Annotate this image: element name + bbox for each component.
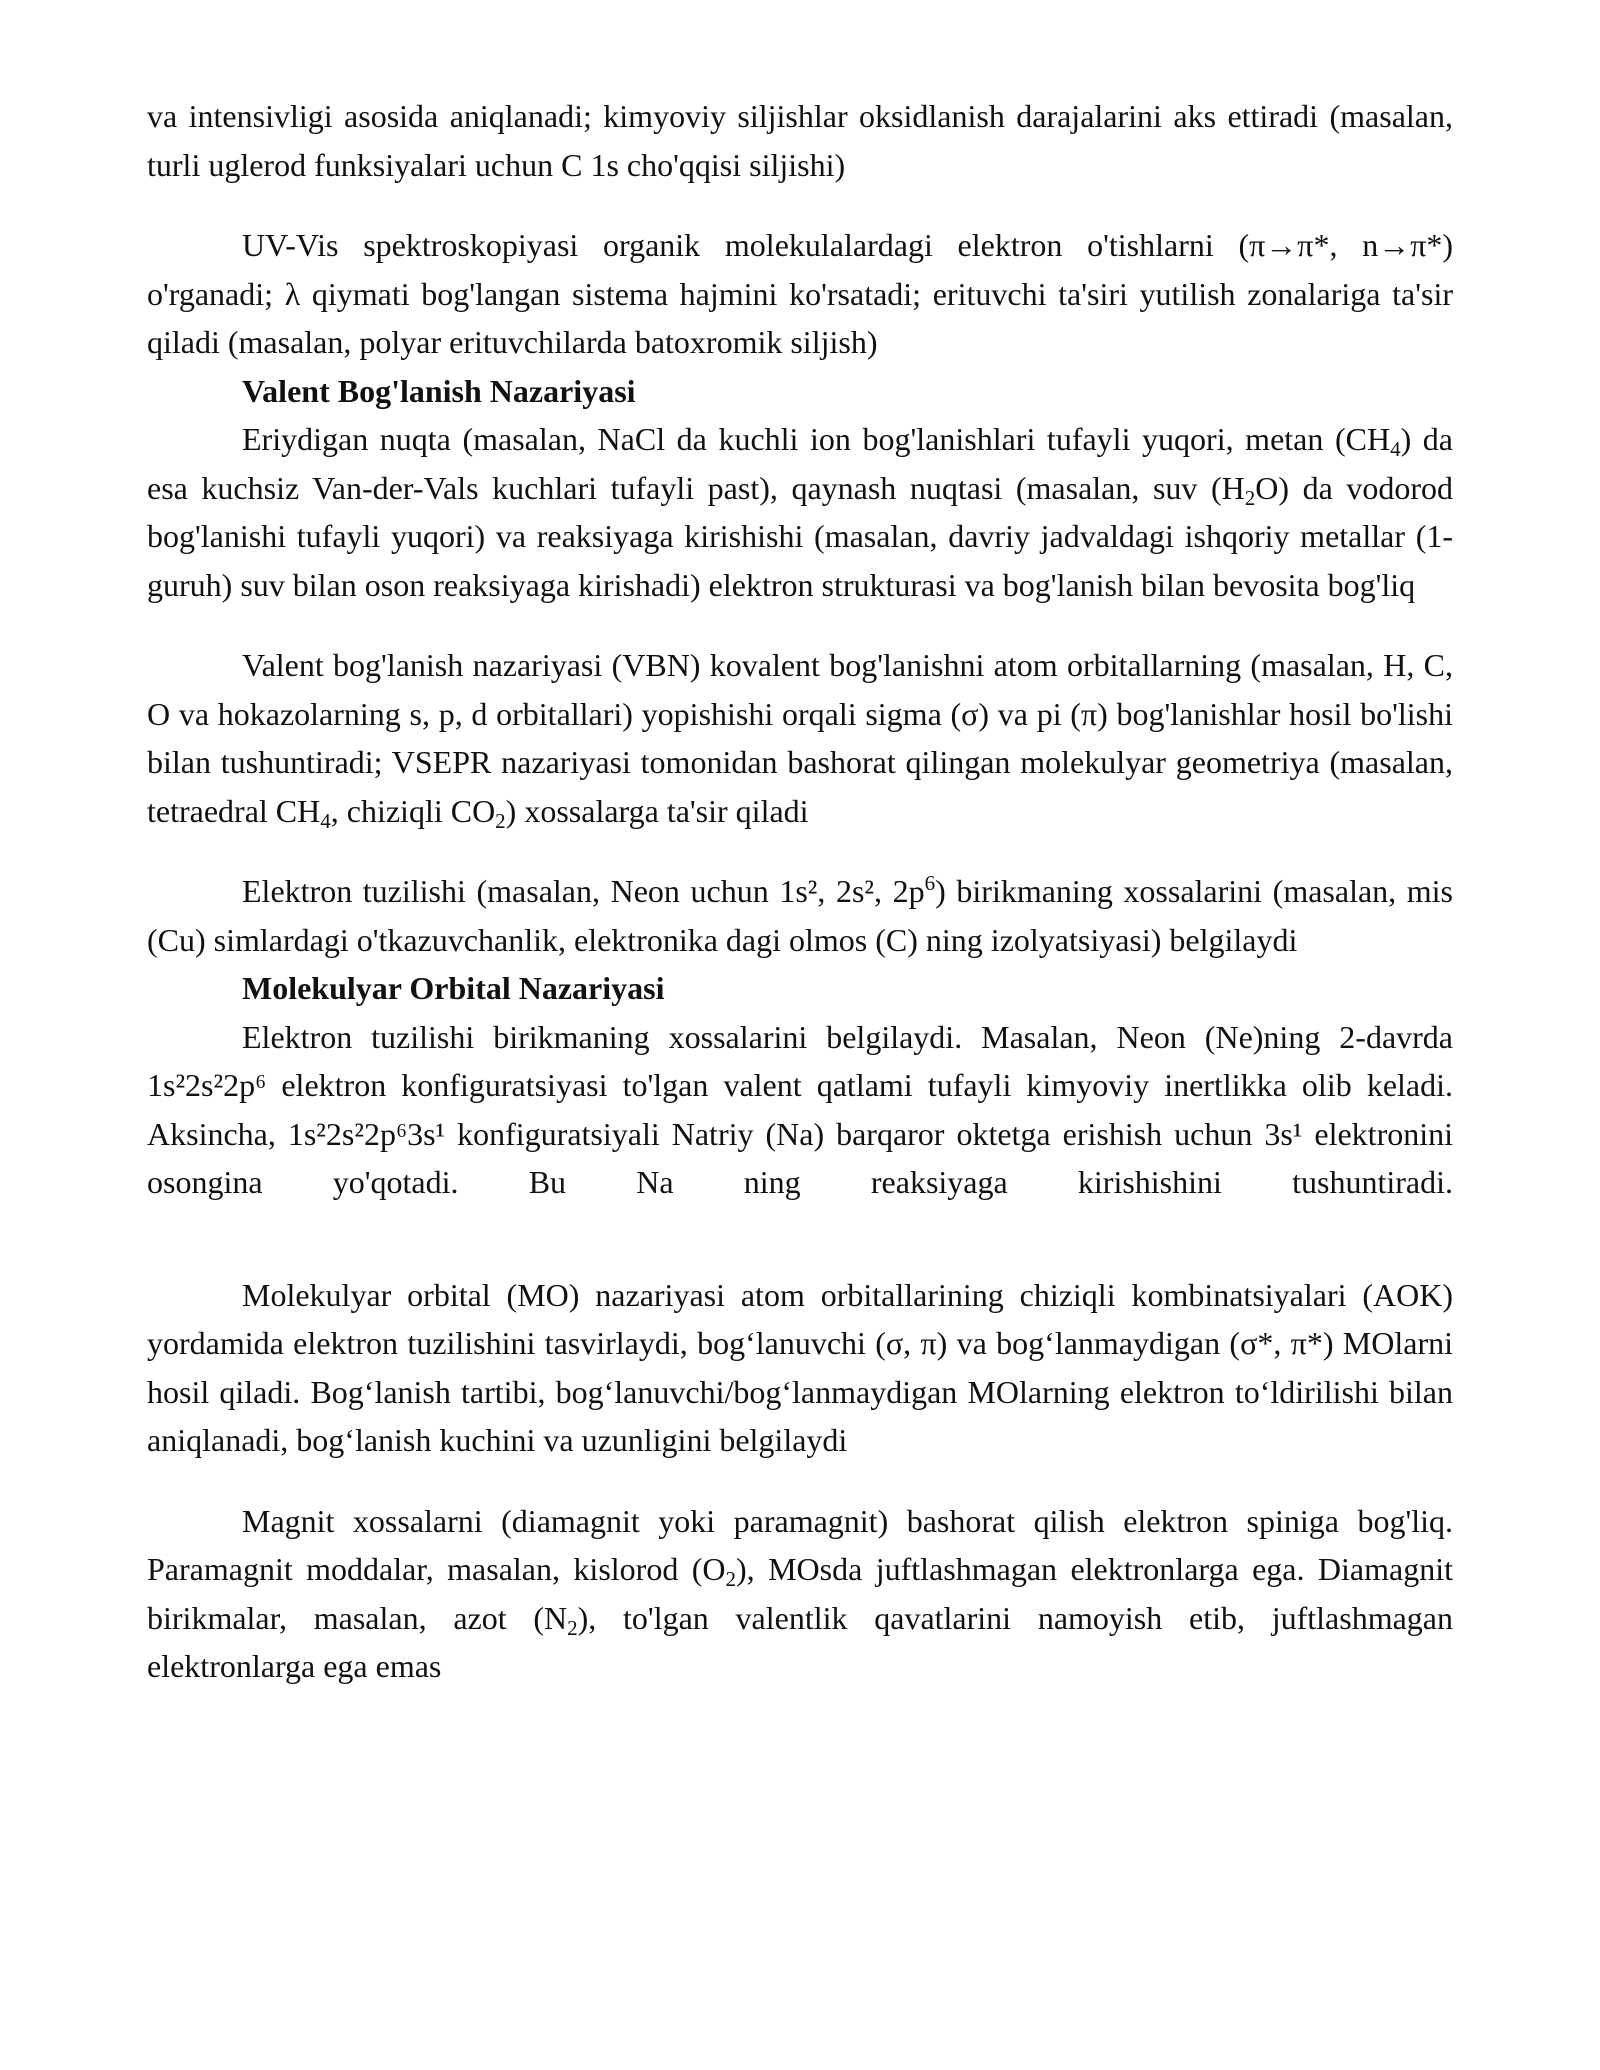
text-segment: ) xossalarga ta'sir qiladi: [505, 792, 809, 829]
text-segment: ) birikmaning xossalarini (masalan, mis (Cu) simlardagi o'tkazuvchanlik, elektronika dagi olmos (C) ning izolyatsiyasi) belgilaydi: [147, 873, 1454, 958]
text-segment: ) da esa kuchsiz Van-der-Vals kuchlari tufayli past), qaynash nuqtasi (masalan, suv (H: [147, 421, 1454, 506]
paragraph-electron-structure: [147, 867, 1453, 964]
text-segment: ), to'lgan valentlik qavatlarini namoyish etib, juftlashmagan elektronlarga ega emas: [147, 1599, 1454, 1684]
paragraph-physical-properties: [147, 415, 1453, 609]
text-segment: Eriydigan nuqta (masalan, NaCl da kuchli ion bog'lanishlari tufayli yuqori, metan (CH: [242, 421, 1391, 457]
subscript: 2: [1244, 485, 1256, 510]
text-segment: Valent bog'lanish nazariyasi (VBN) kovalent bog'lanishni atom orbitallarning (masalan, H, C, O va hokazolarning s, p, d orbitallari) yopishishi orqali sigma (σ) va pi (π) bog'lanishlar hosil bo'lishi bilan tushuntiradi; VSEPR nazariyasi tomonidan bashorat qilingan molekulyar geometriya (masalan, tetraedral CH: [147, 647, 1453, 829]
subscript: 2: [495, 808, 506, 833]
superscript: 6: [924, 871, 936, 895]
paragraph-mo-theory: Molekulyar orbital (MO) nazariyasi atom orbitallarining chiziqli kombinatsiyalari (AOK) yordamida elektron tuzilishini tasvirlaydi, bog‘lanuvchi (σ, π) va bog‘lanmaydigan (σ*, π*) MOlarni hosil qiladi. Bog‘lanish tartibi, bog‘lanuvchi/bog‘lanmaydigan MOlarning elektron to‘ldirilishi bilan aniqlanadi, bog‘lanish kuchini va uzunligini belgilaydi: [147, 1276, 1453, 1458]
paragraph-uv-vis: UV-Vis spektroskopiyasi organik molekulalardagi elektron o'tishlarni (π→π*, n→π*) o'rganadi; λ qiymati bog'langan sistema hajmini ko'rsatadi; erituvchi ta'siri yutilish zonalariga ta'sir qiladi (masalan, polyar erituvchilarda batoxromik siljish): [147, 227, 1453, 360]
heading-molecular-orbital-theory: Molekulyar Orbital Nazariyasi: [242, 970, 665, 1006]
paragraph-xps-continuation: va intensivligi asosida aniqlanadi; kimyoviy siljishlar oksidlanish darajalarini aks ettiradi (masalan, turli uglerod funksiyalari uchun C 1s cho'qqisi siljishi): [147, 98, 1453, 183]
subscript: 4: [320, 808, 331, 833]
subscript: 4: [1390, 437, 1401, 461]
text-segment: Magnit xossalarni (diamagnit yoki paramagnit) bashorat qilish elektron spiniga bog'liq. Paramagnit moddalar, masalan, kislorod (O: [147, 1502, 1453, 1587]
heading-valence-bond-theory: Valent Bog'lanish Nazariyasi: [242, 372, 636, 409]
text-segment: , chiziqli CO: [330, 792, 496, 829]
text-segment: ), MOsda juftlashmagan elektronlarga ega. Diamagnit birikmalar, masalan, azot (N: [147, 1551, 1454, 1636]
subscript: 2: [725, 1567, 737, 1591]
subscript: 2: [567, 1615, 578, 1640]
paragraph-magnetic-properties: [147, 1497, 1453, 1691]
text-segment: O) da vodorod bog'lanishi tufayli yuqori) va reaksiyaga kirishishi (masalan, davriy jadvaldagi ishqoriy metallar (1-guruh) suv bilan oson reaksiyaga kirishadi) elektron strukturasi va bog'lanish bilan bevosita bog'liq: [147, 469, 1453, 603]
paragraph-vbn: [147, 641, 1453, 835]
paragraph-neon-sodium: Elektron tuzilishi birikmaning xossalarini belgilaydi. Masalan, Neon (Ne)ning 2-davrda 1s²2s²2p⁶ elektron konfiguratsiyasi to'lgan valent qatlami tufayli kimyoviy inertlikka olib keladi. Aksincha, 1s²2s²2p⁶3s¹ konfiguratsiyali Natriy (Na) barqaror oktetga erishish uchun 3s¹ elektronini osongina yo'qotadi. Bu Na ning reaksiyaga kirishishini tushuntiradi.: [147, 1018, 1453, 1200]
document-page: [147, 92, 1453, 1691]
text-segment: Elektron tuzilishi (masalan, Neon uchun 1s², 2s², 2p: [242, 873, 925, 909]
